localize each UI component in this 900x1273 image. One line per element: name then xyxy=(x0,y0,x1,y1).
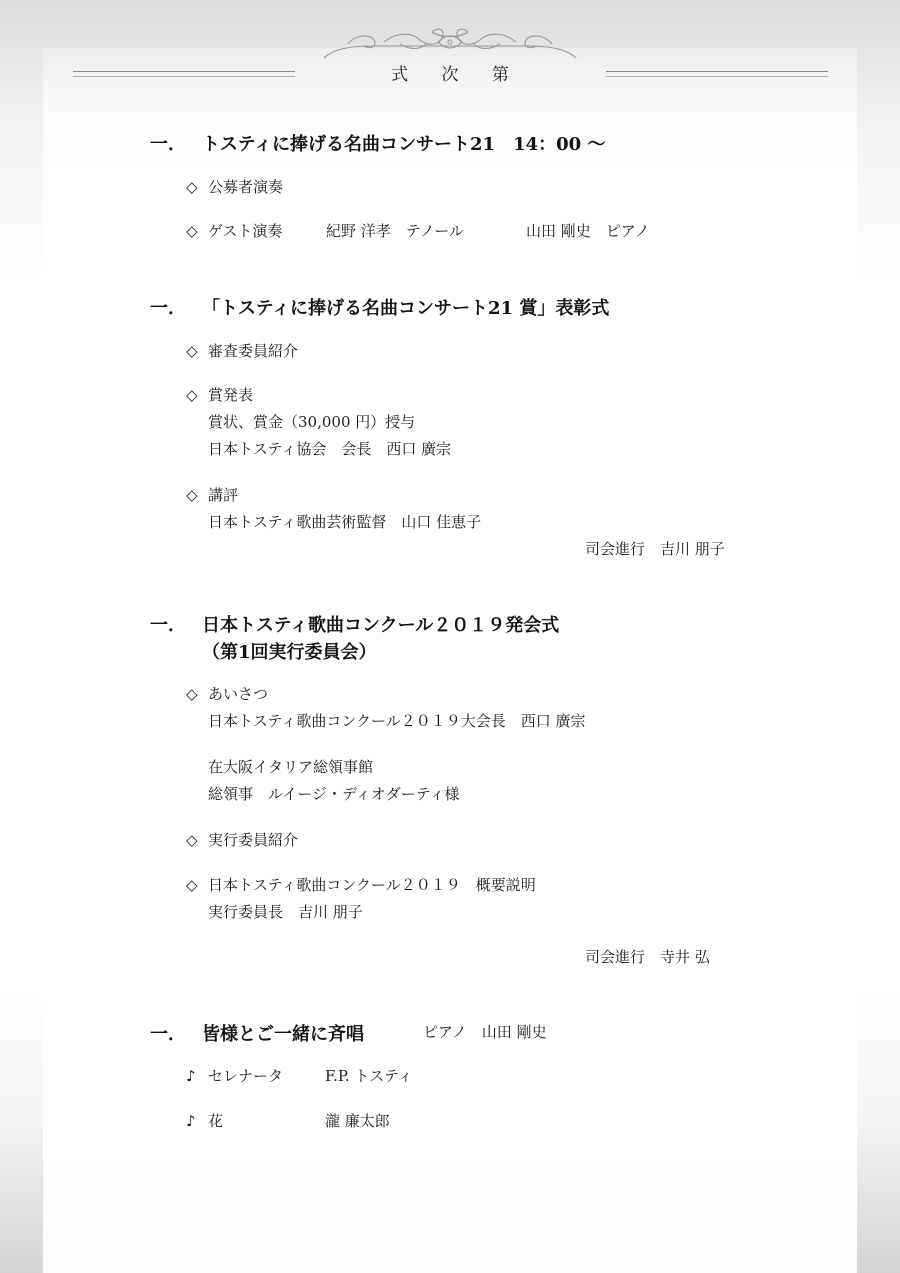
list-item xyxy=(186,384,253,405)
ornament-flourish-icon xyxy=(300,24,600,58)
song-title: セレナータ xyxy=(208,1067,284,1085)
list-item xyxy=(186,484,238,505)
music-note-icon: ♪ xyxy=(186,1067,196,1085)
sub-line: 賞状、賞金（30,000 円）授与 xyxy=(208,413,416,431)
diamond-icon: ◇ xyxy=(186,685,198,703)
diamond-icon: ◇ xyxy=(186,342,198,360)
section-heading-singalong xyxy=(150,1020,364,1046)
diamond-icon: ◇ xyxy=(186,178,198,196)
mc-credit: 司会進行 吉川 朋子 xyxy=(585,540,725,558)
list-item xyxy=(186,220,650,241)
item-text: 審査委員紹介 xyxy=(208,342,299,360)
section-title: 「トスティに捧げる名曲コンサート21 賞」表彰式 xyxy=(202,298,610,319)
section-heading-concert xyxy=(150,130,605,156)
diamond-icon: ◇ xyxy=(186,831,198,849)
pianist-credit: ピアノ 山田 剛史 xyxy=(423,1023,547,1041)
sub-line: 在大阪イタリア総領事館 xyxy=(208,758,374,776)
section-title: 皆様とご一緒に斉唱 xyxy=(202,1024,364,1045)
section-number: 一． xyxy=(150,298,186,319)
diamond-icon: ◇ xyxy=(186,386,198,404)
page-title: 式 次 第 xyxy=(391,65,523,85)
list-item xyxy=(186,683,268,704)
item-text: あいさつ xyxy=(208,685,269,703)
sub-line: 日本トスティ歌曲コンクール２０１９大会長 西口 廣宗 xyxy=(208,712,586,730)
item-text: 日本トスティ歌曲コンクール２０１９ 概要説明 xyxy=(208,876,536,894)
item-text: 公募者演奏 xyxy=(208,178,284,196)
section-heading-award xyxy=(150,294,609,320)
song-item xyxy=(186,1110,390,1131)
list-item xyxy=(186,829,298,850)
item-text: 講評 xyxy=(208,486,239,504)
item-text: 賞発表 xyxy=(208,386,254,404)
section-subtitle: （第1回実行委員会） xyxy=(202,642,377,663)
performer-tenor: 紀野 洋孝 テノール xyxy=(326,222,464,240)
performer-piano: 山田 剛史 ピアノ xyxy=(526,222,650,240)
diamond-icon: ◇ xyxy=(186,486,198,504)
song-item xyxy=(186,1065,413,1086)
item-label: ゲスト演奏 xyxy=(208,222,283,240)
section-number: 一． xyxy=(150,1024,186,1045)
section-heading-ceremony xyxy=(150,611,559,637)
sub-line: 総領事 ルイージ・ディオダーティ様 xyxy=(208,785,460,803)
mc-credit: 司会進行 寺井 弘 xyxy=(585,948,710,966)
section-title: トスティに捧げる名曲コンサート21 14：00 ～ xyxy=(202,134,606,155)
sub-line: 日本トスティ協会 会長 西口 廣宗 xyxy=(208,440,452,458)
song-title: 花 xyxy=(208,1112,224,1130)
section-number: 一． xyxy=(150,134,186,155)
diamond-icon: ◇ xyxy=(186,222,198,240)
section-number: 一． xyxy=(150,615,186,636)
song-composer: 瀧 廉太郎 xyxy=(325,1112,390,1130)
item-text: 実行委員紹介 xyxy=(208,831,299,849)
diamond-icon: ◇ xyxy=(186,876,198,894)
section-title: 日本トスティ歌曲コンクール２０１９発会式 xyxy=(202,615,560,636)
sub-line: 日本トスティ歌曲芸術監督 山口 佳恵子 xyxy=(208,513,482,531)
list-item xyxy=(186,874,536,895)
sub-line: 実行委員長 吉川 朋子 xyxy=(208,903,363,921)
music-note-icon: ♪ xyxy=(186,1112,196,1130)
list-item xyxy=(186,340,298,361)
list-item xyxy=(186,176,283,197)
page-header xyxy=(0,0,900,110)
song-composer: F.P. トスティ xyxy=(325,1067,413,1085)
